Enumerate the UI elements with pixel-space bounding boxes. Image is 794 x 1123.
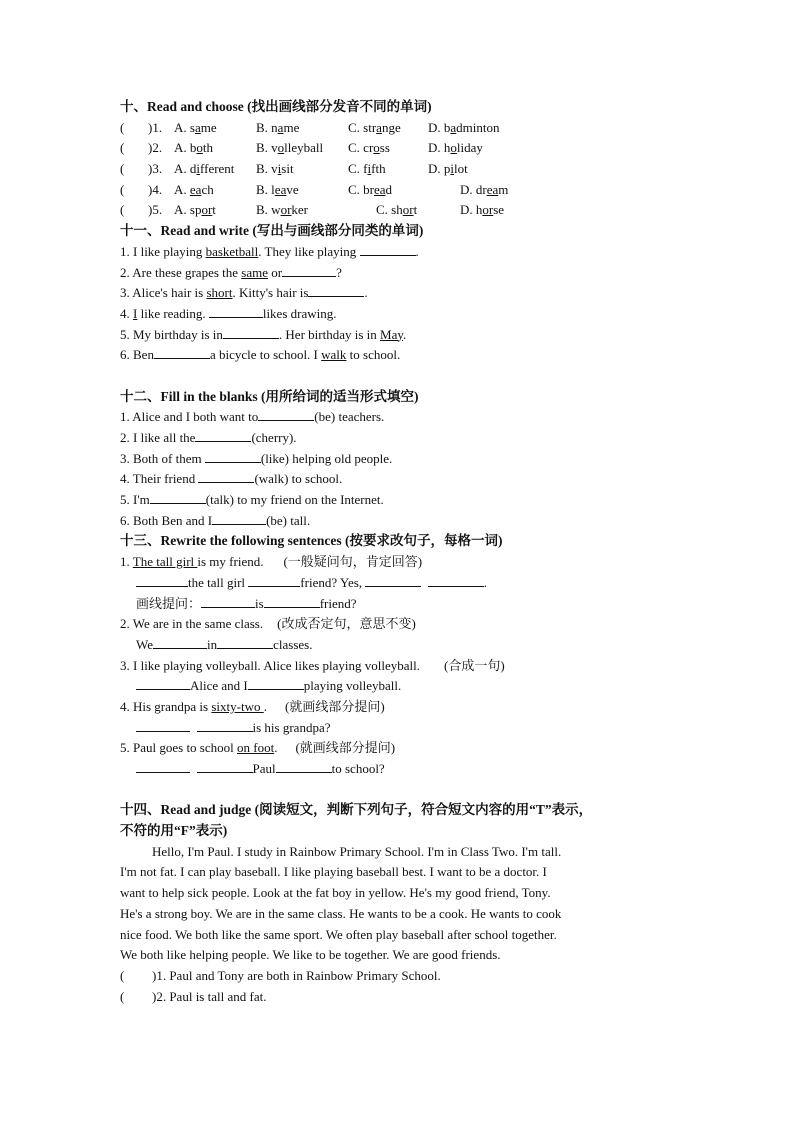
- option-a: A. different: [174, 161, 235, 177]
- s11-line-5: 5. My birthday is in . Her birthday is in May.: [120, 326, 407, 342]
- option-a: A. sport: [174, 202, 216, 218]
- answer-blank[interactable]: [248, 573, 300, 587]
- answer-paren[interactable]: (: [120, 202, 125, 218]
- passage-line: I'm not fat. I can play baseball. I like playing baseball best. I want to be a doctor. I: [120, 864, 547, 880]
- section-10-items: [120, 118, 700, 221]
- answer-blank[interactable]: [195, 428, 251, 442]
- option-b: B. volleyball: [256, 140, 324, 156]
- answer-blank[interactable]: [223, 325, 279, 339]
- s14-judge-1: ( )1. Paul and Tony are both in Rainbow Primary School.: [120, 967, 441, 983]
- answer-blank[interactable]: [198, 469, 254, 483]
- option-c: C. short: [376, 202, 418, 218]
- section-14-title: 十四、Read and judge (阅读短文，判断下列句子，符合短文内容的用“T”表示，: [120, 802, 593, 818]
- answer-blank[interactable]: [308, 283, 364, 297]
- option-b: B. worker: [256, 202, 309, 218]
- passage-line: want to help sick people. Look at the fat boy in yellow. He's my good friend, Tony.: [120, 885, 551, 901]
- passage-line: He's a strong boy. We are in the same class. He wants to be a cook. He wants to cook: [120, 905, 562, 921]
- answer-blank[interactable]: [154, 345, 210, 359]
- s12-line-3: 3. Both of them (like) helping old people.: [120, 450, 393, 466]
- s11-line-2: 2. Are these grapes the same or ?: [120, 264, 342, 280]
- answer-blank[interactable]: [248, 676, 304, 690]
- answer-blank[interactable]: [276, 759, 332, 773]
- answer-blank[interactable]: [136, 676, 190, 690]
- answer-blank[interactable]: [201, 594, 255, 608]
- s11-line-3: 3. Alice's hair is short. Kitty's hair is .: [120, 285, 368, 301]
- option-c: C. bread: [348, 181, 393, 197]
- s13-q4: 4. His grandpa is sixty-two . (就画线部分提问): [120, 698, 385, 714]
- section-14-title-cont: 不符的用“F”表示): [120, 823, 228, 839]
- option-a: A. same: [174, 119, 217, 135]
- s13-q5-answer: Paul to school?: [120, 759, 700, 780]
- answer-blank[interactable]: [150, 490, 206, 504]
- answer-paren[interactable]: (: [120, 140, 125, 156]
- answer-blank[interactable]: [212, 511, 266, 525]
- option-c: C. strange: [348, 119, 401, 135]
- option-b: B. visit: [256, 161, 294, 177]
- s14-judge-2: ( )2. Paul is tall and fat.: [120, 988, 267, 1004]
- s13-q5: 5. Paul goes to school on foot. (就画线部分提问): [120, 740, 396, 756]
- s12-line-4: 4. Their friend (walk) to school.: [120, 471, 343, 487]
- answer-blank[interactable]: [258, 407, 314, 421]
- choice-item: [120, 180, 700, 201]
- option-b: B. leave: [256, 181, 299, 197]
- option-d: D. holiday: [428, 140, 483, 156]
- passage-line: nice food. We both like the same sport. We often play baseball after school together.: [120, 926, 557, 942]
- choice-item: [120, 200, 700, 221]
- answer-blank[interactable]: [136, 573, 188, 587]
- option-d: D. dream: [460, 181, 509, 197]
- item-number: )1.: [148, 119, 163, 135]
- reading-passage: [120, 842, 700, 966]
- choice-item: [120, 138, 700, 159]
- item-number: )5.: [148, 202, 163, 218]
- answer-blank[interactable]: [136, 718, 190, 732]
- answer-blank[interactable]: [282, 263, 336, 277]
- choice-item: [120, 159, 700, 180]
- item-number: )3.: [148, 161, 163, 177]
- answer-blank[interactable]: [205, 449, 261, 463]
- s13-q4-answer: is his grandpa?: [120, 718, 700, 739]
- s12-line-2: 2. I like all the (cherry).: [120, 430, 297, 445]
- s13-q3: 3. I like playing volleyball. Alice likes playing volleyball. (合成一句): [120, 657, 505, 673]
- s11-line-6: 6. Ben a bicycle to school. I walk to school.: [120, 347, 401, 363]
- answer-blank[interactable]: [153, 635, 207, 649]
- passage-line: Hello, I'm Paul. I study in Rainbow Primary School. I'm in Class Two. I'm tall.: [152, 843, 562, 859]
- answer-blank[interactable]: [197, 718, 253, 732]
- option-c: C. cross: [348, 140, 390, 156]
- section-10-title: 十、Read and choose (找出画线部分发音不同的单词): [120, 99, 432, 114]
- answer-blank[interactable]: [365, 573, 421, 587]
- answer-blank[interactable]: [264, 594, 320, 608]
- option-a: A. both: [174, 140, 214, 156]
- s12-line-1: 1. Alice and I both want to (be) teachers.: [120, 409, 385, 425]
- item-number: )2.: [148, 140, 163, 156]
- s13-q3-answer: Alice and I playing volleyball.: [120, 676, 700, 697]
- passage-line: We both like helping people. We like to be together. We are good friends.: [120, 947, 501, 963]
- section-13-title: 十三、Rewrite the following sentences (按要求改句子，每格一词): [120, 533, 503, 549]
- section-12-title: 十二、Fill in the blanks (用所给词的适当形式填空): [120, 388, 419, 404]
- answer-paren[interactable]: (: [120, 181, 125, 197]
- option-b: B. name: [256, 119, 300, 135]
- option-d: D. pilot: [428, 161, 468, 177]
- answer-blank[interactable]: [197, 759, 253, 773]
- choice-item: [120, 118, 700, 139]
- answer-paren[interactable]: (: [120, 161, 125, 177]
- option-d: D. horse: [460, 202, 505, 218]
- item-number: )4.: [148, 181, 163, 197]
- option-a: A. each: [174, 181, 214, 197]
- s13-q1-question: 画线提问： is friend?: [136, 595, 357, 611]
- s13-q2-answer: We in classes.: [136, 636, 313, 652]
- s13-q2: 2. We are in the same class. (改成否定句，意思不变): [120, 616, 416, 632]
- worksheet: [120, 97, 700, 1007]
- answer-blank[interactable]: [360, 242, 416, 256]
- answer-paren[interactable]: (: [120, 119, 125, 135]
- s11-line-4: 4. I like reading. likes drawing.: [120, 305, 337, 321]
- s12-line-5: 5. I'm (talk) to my friend on the Internet.: [120, 492, 384, 508]
- answer-blank[interactable]: [428, 573, 484, 587]
- s13-q1: 1. The tall girl is my friend. (一般疑问句，肯定回答): [120, 554, 423, 570]
- answer-blank[interactable]: [136, 759, 190, 773]
- answer-blank[interactable]: [217, 635, 273, 649]
- s12-line-6: 6. Both Ben and I (be) tall.: [120, 512, 311, 528]
- answer-blank[interactable]: [209, 304, 263, 318]
- section-11-title: 十一、Read and write (写出与画线部分同类的单词): [120, 223, 424, 239]
- s13-q1-answer: the tall girl friend? Yes, .: [120, 573, 700, 594]
- option-c: C. fifth: [348, 161, 386, 177]
- option-d: D. badminton: [428, 119, 500, 135]
- s11-line-1: 1. I like playing basketball. They like playing .: [120, 243, 419, 259]
